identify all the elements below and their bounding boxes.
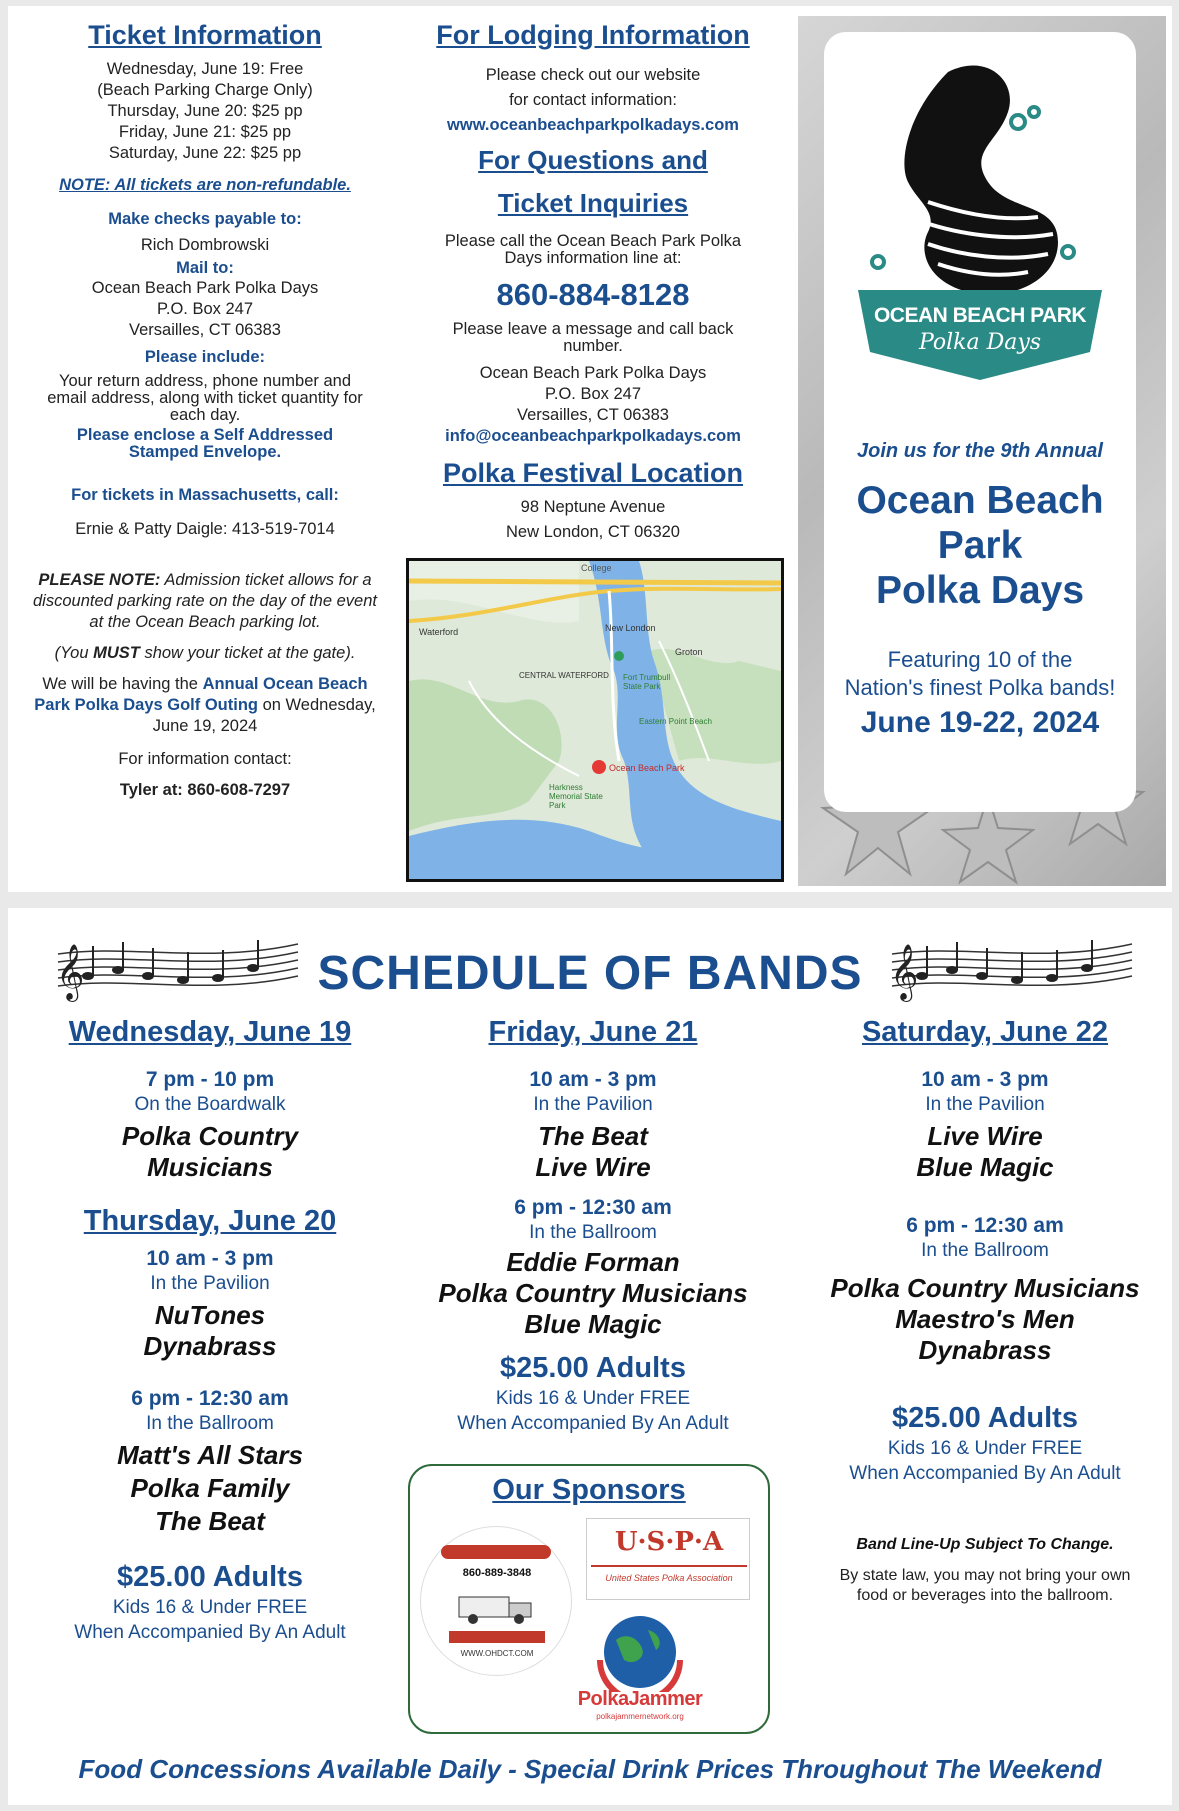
band-name: The Beat [538,1121,648,1151]
sponsor-web: WWW.OHDCT.COM [460,1649,534,1658]
cover-dates: June 19-22, 2024 [860,706,1100,739]
band-name: NuTones [154,1300,266,1330]
must-show-note [20,643,390,664]
uspa-divider [591,1565,747,1567]
band-name: Live Wire [535,1152,651,1182]
time-slot: 10 am - 3 pm [921,1068,1049,1091]
call-text: Please call the Ocean Beach Park Polka Days information line at: [444,232,742,267]
address-line: P.O. Box 247 [544,385,641,403]
questions-heading: For Questions and [478,145,708,175]
golf-outing-note [20,674,390,737]
day-heading-wednesday: Wednesday, June 19 [68,1016,352,1048]
map-label: CENTRAL WATERFORD [519,671,609,680]
truck-icon [457,1589,537,1625]
cover-title-line: Polka Days [875,569,1085,612]
adult-price: $25.00 Adults [500,1352,686,1384]
lodging-column [406,16,780,543]
uspa-sub: United States Polka Association [605,1573,733,1583]
ticket-line: Saturday, June 22: $25 pp [108,144,302,162]
please-note-text: Admission ticket allows for a discounted parking rate on the day of the event at the Ocean Beach parking lot. [33,571,377,631]
email-link[interactable]: info@oceanbeachparkpolkadays.com [445,427,741,445]
location-line: 98 Neptune Avenue [520,498,666,516]
featuring-line: Nation's finest Polka bands! [844,675,1116,700]
sponsors-heading: Our Sponsors [492,1474,686,1506]
sponsor-banner [441,1545,551,1559]
band-name: Dynabrass [918,1335,1052,1365]
info-phone[interactable]: 860-884-8128 [496,277,690,312]
map-pin-icon [592,760,606,774]
map-label: Ocean Beach Park [609,763,685,773]
sponsor-banner [449,1631,545,1643]
band-name: Blue Magic [916,1152,1054,1182]
kids-free-note: When Accompanied By An Adult [457,1413,729,1434]
venue: In the Pavilion [925,1094,1045,1115]
day-heading-thursday: Thursday, June 20 [83,1205,337,1237]
parking-note [20,570,390,633]
state-law-note: By state law, you may not bring your own food or beverages into the ballroom. [839,1567,1131,1604]
lineup-note: Band Line-Up Subject To Change. [856,1536,1114,1553]
band-name: Polka Country Musicians [438,1278,748,1308]
globe-icon [594,1610,686,1692]
band-name: Polka Family [130,1473,290,1503]
band-name: Blue Magic [524,1309,662,1339]
brochure-cover [798,16,1166,886]
ticket-line: Thursday, June 20: $25 pp [107,102,303,120]
band-name: Musicians [147,1152,273,1182]
ticket-line: Wednesday, June 19: Free [106,60,304,78]
cover-title [824,478,1136,613]
map-graphic [409,561,781,879]
lodging-heading: For Lodging Information [436,20,750,50]
sponsor-phone: 860-889-3848 [462,1567,532,1579]
address-line: Versailles, CT 06383 [517,406,669,424]
time-slot: 6 pm - 12:30 am [906,1214,1064,1237]
mail-line: Versailles, CT 06383 [129,321,281,339]
venue: In the Ballroom [529,1222,657,1243]
map-label: Groton [675,647,703,657]
featuring-line: Featuring 10 of the [887,647,1073,672]
brochure-top-panel [8,6,1172,892]
mail-line: Ocean Beach Park Polka Days [91,279,319,297]
leave-message-text: Please leave a message and call back number. [452,320,734,355]
kids-free-note: When Accompanied By An Adult [74,1622,346,1643]
map-label: Waterford [419,627,459,637]
time-slot: 6 pm - 12:30 am [514,1196,672,1219]
golf-post: on Wednesday, June 19, 2024 [152,696,376,735]
sponsor-logo-uspa[interactable] [586,1518,750,1600]
logo-line-1: OCEAN BEACH PARK [873,304,1087,327]
band-name: Maestro's Men [895,1304,1075,1334]
enclose-text: Please enclose a Self Addressed Stamped Envelope. [76,426,334,461]
sponsor-logo-polkajammer[interactable] [570,1610,710,1730]
svg-text:𝄞: 𝄞 [56,944,85,1000]
cover-title-line: Park [937,524,1023,567]
mail-label: Mail to: [176,259,234,277]
band-name: Matt's All Stars [117,1440,303,1470]
venue: In the Pavilion [533,1094,653,1115]
venue: In the Ballroom [921,1240,1049,1261]
band-name: Eddie Forman [506,1247,680,1277]
ticket-line: (Beach Parking Charge Only) [97,81,313,99]
schedule-title: SCHEDULE OF BANDS [317,947,863,1000]
time-slot: 10 am - 3 pm [146,1247,274,1270]
include-text: Your return address, phone number and email address, along with ticket quantity for each day. [47,372,363,424]
venue: In the Pavilion [150,1273,270,1294]
wednesday-thursday-column [20,1016,400,1645]
mail-line: P.O. Box 247 [156,300,253,318]
location-heading: Polka Festival Location [442,458,744,488]
kids-free-note: Kids 16 & Under FREE [887,1438,1083,1459]
band-name: Polka Country [121,1121,299,1151]
svg-text:𝄞: 𝄞 [890,944,919,1000]
golf-bold: Annual Ocean Beach Park Polka Days Golf Outing [34,675,368,714]
friday-column [412,1016,774,1436]
band-name: The Beat [155,1506,265,1536]
adult-price: $25.00 Adults [117,1561,303,1593]
schedule-panel [8,908,1172,1805]
include-label: Please include: [144,348,266,366]
website-link[interactable]: www.oceanbeachparkpolkadays.com [447,116,739,134]
cover-featuring [824,646,1136,702]
kids-free-note: Kids 16 & Under FREE [495,1388,691,1409]
logo-line-2: Polka Days [918,330,1042,355]
kids-free-note: Kids 16 & Under FREE [112,1597,308,1618]
ticket-info-column [20,16,390,801]
day-heading-saturday: Saturday, June 22 [861,1016,1109,1048]
please-note-label: PLEASE NOTE: [38,571,161,589]
massachusetts-contact: Ernie & Patty Daigle: 413-519-7014 [75,520,335,538]
jammer-sub: polkajammernetwork.org [596,1712,684,1721]
venue: On the Boardwalk [134,1094,286,1115]
lodging-text: for contact information: [509,91,677,109]
footer-concessions: Food Concessions Available Daily - Special Drink Prices Throughout The Weekend [78,1754,1102,1784]
uspa-text: U·S·P·A [614,1527,724,1557]
cover-card [824,32,1136,812]
sponsor-logo-ohd[interactable] [420,1526,572,1676]
location-line: New London, CT 06320 [506,523,680,541]
non-refundable-note: NOTE: All tickets are non-refundable. [59,176,351,194]
massachusetts-label: For tickets in Massachusetts, call: [71,486,339,504]
must-pre: (You [54,644,94,662]
cover-join: Join us for the 9th Annual [857,440,1103,462]
sponsors-box [408,1464,770,1734]
adult-price: $25.00 Adults [892,1402,1078,1434]
band-name: Dynabrass [143,1331,277,1361]
map-label: New London [605,623,656,633]
ticket-line: Friday, June 21: $25 pp [118,123,292,141]
map-label: Fort Trumbull State Park [623,673,671,691]
time-slot: 7 pm - 10 pm [145,1068,275,1091]
checks-label: Make checks payable to: [108,210,302,228]
info-contact: Tyler at: 860-608-7297 [119,781,291,799]
festival-location-map[interactable] [406,558,784,882]
venue: In the Ballroom [146,1413,274,1434]
time-slot: 10 am - 3 pm [529,1068,657,1091]
ticket-price-list [20,59,390,164]
map-label: College [581,563,612,573]
checks-name: Rich Dombrowski [140,236,270,254]
lodging-text: Please check out our website [485,66,701,84]
map-label: Eastern Point Beach [639,717,712,726]
must-word: MUST [93,644,140,662]
must-post: show your ticket at the gate). [139,644,356,662]
saturday-column [804,1016,1166,1606]
kids-free-note: When Accompanied By An Adult [849,1463,1121,1484]
jammer-text: PolkaJammer [577,1688,703,1710]
map-label: Harkness Memorial State Park [549,783,603,810]
address-line: Ocean Beach Park Polka Days [479,364,707,382]
day-heading-friday: Friday, June 21 [488,1016,698,1048]
map-poi-icon [614,651,624,661]
band-name: Live Wire [927,1121,1043,1151]
golf-pre: We will be having the [42,675,203,693]
band-name: Polka Country Musicians [830,1273,1140,1303]
info-contact-label: For information contact: [118,750,292,768]
cover-title-line: Ocean Beach [856,479,1104,522]
time-slot: 6 pm - 12:30 am [131,1387,289,1410]
questions-heading: Ticket Inquiries [497,188,689,218]
ticket-info-heading: Ticket Information [88,20,322,50]
